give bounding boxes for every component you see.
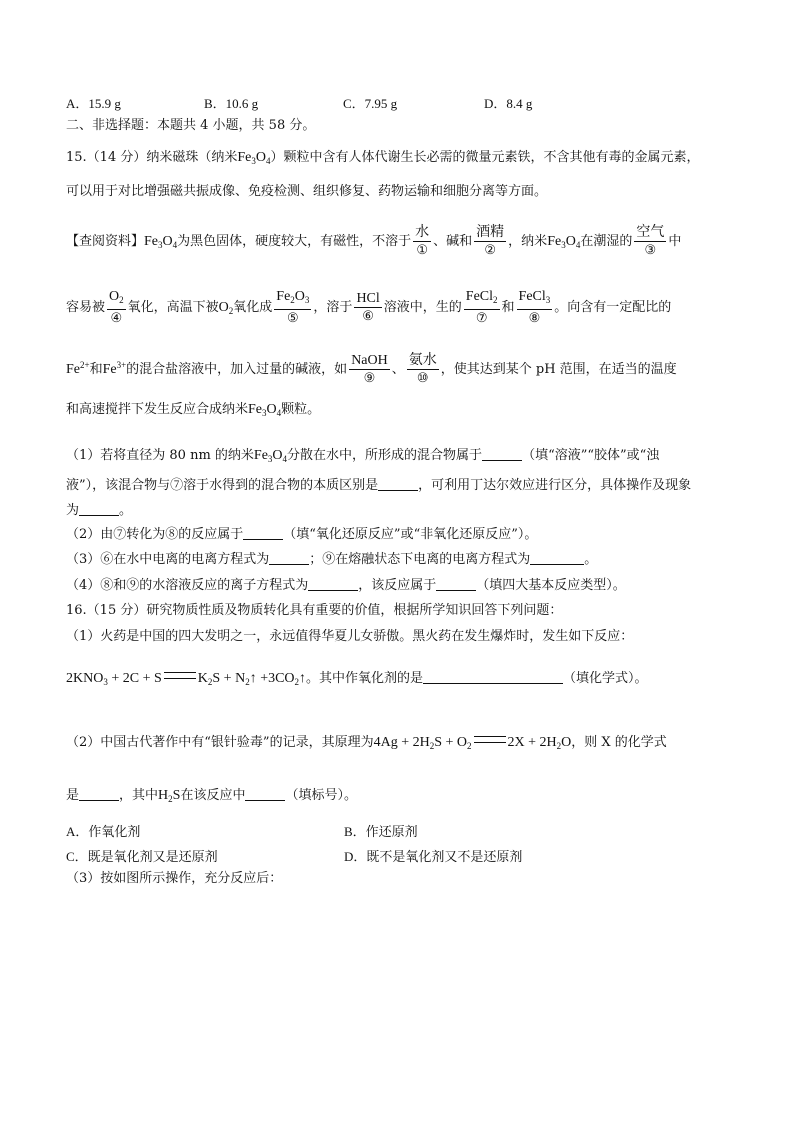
frac-o2 bbox=[107, 288, 126, 327]
q16-option-a: A．作氧化剂 bbox=[66, 824, 141, 839]
sub1-text: 。 bbox=[119, 503, 133, 518]
q16-option-b: B．作还原剂 bbox=[344, 824, 418, 839]
frac-top: 氨水 bbox=[408, 353, 437, 368]
sub2-text: 在该反应中 bbox=[180, 788, 246, 803]
sub4-text: ，该反应属于 bbox=[358, 578, 437, 593]
frac-naoh bbox=[349, 352, 390, 387]
sub1-text: （1）若将直径为 80 nm 的纳米 bbox=[66, 448, 254, 463]
q15-line1 bbox=[66, 150, 700, 169]
frac-top: $Fe_2O_3$ bbox=[274, 288, 311, 310]
q16-sub2-line2 bbox=[66, 788, 357, 807]
answer-blank[interactable] bbox=[308, 578, 358, 591]
answer-blank[interactable] bbox=[482, 448, 522, 461]
q15-line1-rest: ）颗粒中含有人体代谢生长必需的微量元素铁，不含其他有毒的金属元素， bbox=[270, 150, 700, 165]
equation-silver: $4Ag + 2H_2S + O_2$ $2X + 2H_2O$ bbox=[373, 735, 572, 751]
q15-sub4 bbox=[66, 578, 626, 594]
option-d: D．8.4 g bbox=[484, 96, 533, 111]
answer-blank[interactable] bbox=[79, 788, 119, 801]
formula-fe3o4: $Fe_3O_4$ bbox=[144, 234, 178, 250]
line5-text: 和 bbox=[89, 362, 103, 377]
line4-text: 氧化成 bbox=[233, 300, 273, 315]
line4-text: ，溶于 bbox=[313, 300, 353, 315]
answer-blank[interactable] bbox=[243, 527, 283, 540]
frac-num: ③ bbox=[644, 243, 657, 258]
line6-text: 颗粒。 bbox=[281, 402, 321, 417]
frac-num: ⑥ bbox=[362, 309, 374, 324]
frac-num: ⑨ bbox=[363, 371, 376, 386]
ref-label: 【查阅资料】 bbox=[66, 234, 145, 249]
answer-blank[interactable] bbox=[269, 552, 309, 565]
answer-blank[interactable] bbox=[245, 788, 285, 801]
section-title: 二、非选择题：本题共 4 小题，共 58 分。 bbox=[66, 118, 316, 133]
sub2-text: （填标号）。 bbox=[285, 788, 357, 803]
line4-text: 溶液中，生的 bbox=[383, 300, 462, 315]
option-b: B．10.6 g bbox=[204, 96, 259, 111]
frac-num: ② bbox=[484, 243, 496, 258]
sub1-text: 液”），该混合物与⑦溶于水得到的混合物的本质区别是 bbox=[66, 478, 379, 493]
q16-sub3: （3）按如图所示操作，充分反应后： bbox=[66, 871, 283, 886]
q15-ref-line bbox=[66, 224, 681, 259]
line4-text: 容易被 bbox=[66, 300, 106, 315]
answer-blank[interactable] bbox=[530, 552, 584, 565]
ion-fe3: $Fe^{3+}$ bbox=[102, 360, 127, 377]
q15-number: 15.（14 分）纳米磁珠（纳米 bbox=[66, 150, 238, 165]
frac-top: 酒精 bbox=[476, 225, 505, 240]
option-a: A．15.9 g bbox=[66, 96, 121, 111]
sub2-text: （2）由⑦转化为⑧的反应属于 bbox=[66, 527, 244, 542]
answer-blank[interactable] bbox=[79, 503, 119, 516]
q15-sub3 bbox=[66, 552, 597, 568]
frac-ammonia bbox=[407, 352, 439, 387]
q16-eq1-line bbox=[66, 671, 648, 690]
line5-text: ，使其达到某个 pH 范围，在适当的温度 bbox=[440, 362, 677, 377]
frac-num: ④ bbox=[110, 311, 123, 326]
frac-top: 水 bbox=[415, 225, 430, 240]
frac-fecl3 bbox=[517, 288, 553, 327]
q15-sub1-line2 bbox=[66, 478, 691, 494]
q16-header: 16.（15 分）研究物质性质及物质转化具有重要的价值，根据所学知识回答下列问题： bbox=[66, 603, 563, 618]
q16-sub2-line1 bbox=[66, 735, 667, 754]
answer-blank[interactable] bbox=[378, 478, 418, 491]
sub2-text: 是 bbox=[66, 788, 80, 803]
frac-num: ⑦ bbox=[475, 311, 488, 326]
q15-sub2 bbox=[66, 527, 537, 543]
option-c: C．7.95 g bbox=[343, 96, 398, 111]
formula-fe3o4: $Fe_3O_4$ bbox=[248, 402, 282, 418]
line4-text: 氧化，高温下被 bbox=[127, 300, 219, 315]
q15-line4 bbox=[66, 288, 671, 327]
sub2-text: ，其中 bbox=[119, 788, 159, 803]
ref-text: 为黑色固体，硬度较大，有磁性，不溶于 bbox=[177, 234, 412, 249]
frac-top: FeCl$_2$ bbox=[464, 288, 500, 310]
sub1-text: 为 bbox=[66, 503, 80, 518]
eq1-text: 。其中作氧化剂的是 bbox=[306, 671, 424, 686]
frac-num: ① bbox=[416, 243, 428, 258]
sub1-text: ，可利用丁达尔效应进行区分，具体操作及现象 bbox=[418, 478, 692, 493]
sub4-text: （填四大基本反应类型）。 bbox=[476, 578, 626, 593]
sub2-text: （填“氧化还原反应”或“非氧化还原反应”）。 bbox=[283, 527, 538, 542]
sub3-text: 。 bbox=[584, 552, 598, 567]
formula-fe3o4: $Fe_3O_4$ bbox=[547, 234, 581, 250]
sub1-text: （填“溶液”“胶体”或“浊 bbox=[522, 448, 660, 463]
frac-top: HCl bbox=[356, 291, 380, 306]
frac-fe2o3 bbox=[274, 288, 311, 327]
ion-fe2: $Fe^{2+}$ bbox=[66, 360, 90, 377]
q15-line5 bbox=[66, 352, 677, 387]
frac-alcohol bbox=[474, 224, 506, 259]
sub3-text: （3）⑥在水中电离的电离方程式为 bbox=[66, 552, 270, 567]
line5-text: 、 bbox=[391, 362, 405, 377]
formula-fe3o4: $Fe_3O_4$ bbox=[237, 150, 271, 166]
q15-line6 bbox=[66, 402, 320, 421]
sub2-text: （2）中国古代著作中有“银针验毒”的记录，其原理为 bbox=[66, 735, 374, 750]
frac-water bbox=[413, 224, 431, 259]
frac-top: FeCl$_3$ bbox=[517, 288, 553, 310]
q16-sub1: （1）火药是中国的四大发明之一，永远值得华夏儿女骄傲。黑火药在发生爆炸时，发生如下反应： bbox=[66, 629, 634, 644]
line6-text: 和高速搅拌下发生反应合成纳米 bbox=[66, 402, 249, 417]
q16-option-d: D．既不是氧化剂又不是还原剂 bbox=[344, 849, 523, 864]
frac-num: ⑧ bbox=[528, 311, 541, 326]
q15-sub1-line3 bbox=[66, 503, 132, 519]
sub3-text: ；⑨在熔融状态下电离的电离方程式为 bbox=[309, 552, 531, 567]
answer-blank[interactable] bbox=[423, 671, 563, 684]
line4-text: 。向含有一定配比的 bbox=[554, 300, 672, 315]
q15-sub1-line1 bbox=[66, 448, 659, 467]
sub2-text: ，则 X 的化学式 bbox=[571, 735, 667, 750]
frac-top: $O_2$ bbox=[107, 288, 126, 310]
q15-line2: 可以用于对比增强磁共振成像、免疫检测、组织修复、药物运输和细胞分离等方面。 bbox=[66, 184, 548, 199]
formula-fe3o4: $Fe_3O_4$ bbox=[253, 448, 288, 464]
frac-hcl bbox=[354, 290, 381, 325]
line4-text: 和 bbox=[501, 300, 515, 315]
q16-option-c: C．既是氧化剂又是还原剂 bbox=[66, 849, 218, 864]
eq1-text: （填化学式）。 bbox=[563, 671, 648, 686]
frac-top: 空气 bbox=[636, 225, 665, 240]
ref-text: ，纳米 bbox=[508, 234, 548, 249]
frac-num: ⑤ bbox=[287, 311, 299, 326]
answer-blank[interactable] bbox=[436, 578, 476, 591]
frac-air bbox=[634, 224, 666, 259]
sub1-text: 分散在水中，所形成的混合物属于 bbox=[287, 448, 483, 463]
line5-text: 的混合盐溶液中，加入过量的碱液，如 bbox=[126, 362, 348, 377]
ref-text: 在潮湿的 bbox=[580, 234, 633, 249]
frac-fecl2 bbox=[464, 288, 500, 327]
equation-gunpowder: $2KNO_3 + 2C + S$ $K_2S$ + $N_2↑$ $+3CO_2↑$ bbox=[66, 671, 307, 687]
formula-h2s: $H_2S$ bbox=[158, 788, 181, 804]
sub4-text: （4）⑧和⑨的水溶液反应的离子方程式为 bbox=[66, 578, 309, 593]
frac-num: ⑩ bbox=[416, 371, 429, 386]
ref-text: 、碱和 bbox=[433, 234, 473, 249]
formula-o2: $O_2$ bbox=[218, 300, 234, 316]
equals-sign bbox=[474, 736, 506, 743]
ref-text: 中 bbox=[668, 234, 682, 249]
equals-sign bbox=[164, 672, 196, 679]
frac-top: NaOH bbox=[351, 353, 388, 368]
